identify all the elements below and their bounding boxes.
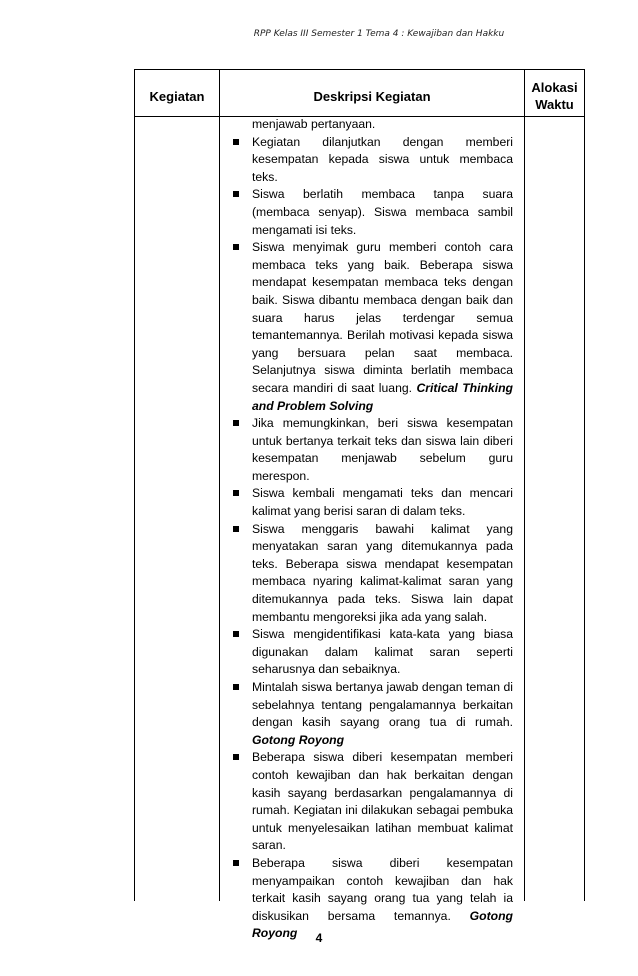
- list-item: [220, 239, 524, 415]
- list-item-text: Beberapa siswa diberi kesempatan memberi contoh kewajiban dan hak berkaitan dengan kasih sayang berdasarkan pengalamannya di rumah. Kegiatan ini dilakukan sebagai pembuka untuk menyelesaikan latihan membuat kalimat saran.: [252, 750, 513, 853]
- square-bullet-icon: [233, 526, 239, 532]
- column-header-waktu: Waktu: [535, 97, 574, 112]
- square-bullet-icon: [233, 191, 239, 197]
- square-bullet-icon: [233, 631, 239, 637]
- square-bullet-icon: [233, 490, 239, 496]
- list-item-text: Siswa mengidentifikasi kata-kata yang biasa digunakan dalam kalimat saran seperti seharusnya dan sebaiknya.: [252, 627, 513, 677]
- list-item-text: Siswa menyimak guru memberi contoh cara membaca teks yang baik. Beberapa siswa mendapat kesempatan membaca teks dengan baik. Siswa dibantu membaca dengan baik dan suara harus jelas terdengar semua temantemannya. Berilah motivasi kepada siswa yang bersuara pelan saat membaca. Selanjutnya siswa diminta berlatih membaca secara mandiri di saat luang.: [252, 240, 513, 395]
- list-item-text: Siswa menggaris bawahi kalimat yang menyatakan saran yang ditemukannya pada teks. Beberapa siswa mendapat kesempatan membaca nyaring kalimat-kalimat saran yang ditemukannya pada teks. Siswa lain dapat membantu mengoreksi jika ada yang salah.: [252, 521, 513, 624]
- list-item-text: Siswa berlatih membaca tanpa suara (membaca senyap). Siswa membaca sambil mengamati isi teks.: [252, 187, 513, 237]
- running-header: RPP Kelas III Semester 1 Tema 4 : Kewajiban dan Hakku: [253, 29, 505, 39]
- column-header-alokasi: Alokasi: [531, 80, 578, 95]
- list-item-text: Kegiatan dilanjutkan dengan memberi kesempatan kepada siswa untuk membaca teks.: [252, 134, 513, 184]
- page-number: 4: [315, 931, 323, 945]
- column-header-alokasi-waktu: [525, 79, 584, 113]
- list-item-text: Jika memungkinkan, beri siswa kesempatan untuk bertanya terkait teks dan siswa lain diberi kesempatan menjawab sebelum guru merespon.: [252, 416, 513, 483]
- list-item-text: Mintalah siswa bertanya jawab dengan teman di sebelahnya tentang pengalamannya berkaitan dengan kasih sayang orang tua di rumah.: [252, 680, 513, 730]
- continued-text: menjawab pertanyaan.: [252, 117, 376, 131]
- list-item: [220, 749, 524, 855]
- square-bullet-icon: [233, 244, 239, 250]
- column-header-kegiatan: Kegiatan: [149, 89, 205, 104]
- character-tag: Critical Thinking and Problem Solving: [252, 380, 513, 413]
- list-item: [220, 521, 524, 627]
- activity-table: [134, 69, 585, 941]
- list-item: [220, 855, 524, 943]
- list-item: [220, 134, 524, 187]
- description-cell: [220, 116, 524, 943]
- list-item: [220, 186, 524, 239]
- column-header-deskripsi: Deskripsi Kegiatan: [313, 89, 431, 104]
- square-bullet-icon: [233, 860, 239, 866]
- list-item: [220, 415, 524, 485]
- square-bullet-icon: [233, 684, 239, 690]
- table-header-row: [135, 70, 584, 117]
- character-tag: Gotong Royong: [252, 908, 513, 941]
- list-item-text: Beberapa siswa diberi kesempatan menyampaikan contoh kewajiban dan hak terkait kasih sayang orang tua yang telah ia diskusikan bersama temannya.: [252, 855, 513, 923]
- list-item: [220, 485, 524, 520]
- character-tag: Gotong Royong: [252, 732, 345, 747]
- column-divider: [524, 70, 525, 901]
- list-item: [220, 626, 524, 679]
- square-bullet-icon: [233, 420, 239, 426]
- list-item: [220, 679, 524, 749]
- square-bullet-icon: [233, 754, 239, 760]
- square-bullet-icon: [233, 139, 239, 145]
- list-item-text: Siswa kembali mengamati teks dan mencari kalimat yang berisi saran di dalam teks.: [252, 486, 513, 519]
